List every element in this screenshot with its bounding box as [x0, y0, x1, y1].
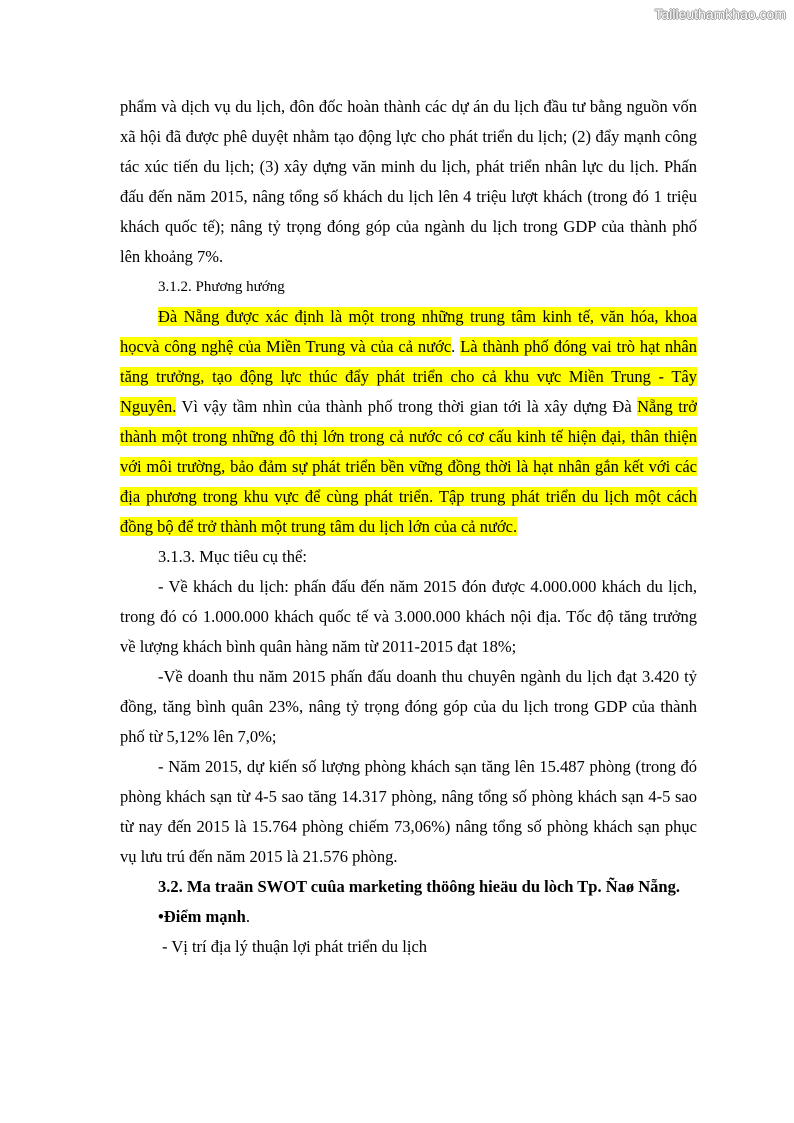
list-item-doanh-thu: -Về doanh thu năm 2015 phấn đấu doanh thu chuyên ngành du lịch đạt 3.420 tỷ đồng, tăng bình quân 23%, nâng tỷ trọng đóng góp của du lịch trong GDP của thành phố từ 5,12% lên 7,0%; [120, 667, 697, 746]
list-item-khach-du-lich: - Về khách du lịch: phấn đấu đến năm 2015 đón được 4.000.000 khách du lịch, trong đó có 1.000.000 khách quốc tế và 3.000.000 khách nội địa. Tốc độ tăng trưởng về lượng khách bình quân hàng năm từ 2011-2015 đạt 18%; [120, 577, 697, 656]
paragraph-intro: phẩm và dịch vụ du lịch, đôn đốc hoàn thành các dự án du lịch đầu tư bằng nguồn vốn xã hội đã được phê duyệt nhằm tạo động lực cho phát triển du lịch; (2) đẩy mạnh công tác xúc tiến du lịch; (3) xây dựng văn minh du lịch, phát triển nhân lực du lịch. Phấn đấu đến năm 2015, nâng tổng số khách du lịch lên 4 triệu lượt khách (trong đó 1 triệu khách quốc tế); nâng tỷ trọng đóng góp của ngành du lịch trong GDP của thành phố lên khoảng 7%. [120, 97, 697, 266]
watermark: Tailieuthamkhao.com [654, 6, 786, 22]
highlight-text-1: Đà Nẵng được xác định là một trong những trung tâm kinh tế, văn hóa, khoa họcvà công nghệ của Miền Trung và của cả nước [120, 307, 697, 356]
bullet-icon: • [158, 907, 164, 926]
paragraph-phuong-huong [120, 302, 697, 542]
plain-text-1: . [451, 337, 461, 356]
heading-muc-tieu: 3.1.3. Mục tiêu cụ thể: [158, 547, 307, 566]
highlight-text-3: Nẵng trở thành một trong những đô thị lớn trong cả nước có cơ cấu kinh tế hiện đại, thân thiện với môi trường, bảo đảm sự phát triển bền vững đồng thời là hạt nhân gắn kết với các địa phương trong khu vực để cùng phát triển. Tập trung phát triển du lịch một cách đồng bộ để trở thành một trung tâm du lịch lớn của cả nước. [120, 397, 698, 536]
list-item-vi-tri: - Vị trí địa lý thuận lợi phát triển du lịch [162, 937, 428, 956]
heading-phuong-huong: 3.1.2. Phương hướng [158, 279, 285, 295]
strength-title: Điểm mạnh [163, 907, 246, 926]
document-body [120, 92, 697, 962]
plain-text-2: Vì vậy tầm nhìn của thành phố trong thời gian tới là xây dựng Đà [176, 397, 638, 416]
heading-swot: 3.2. Ma traän SWOT cuûa marketing thöông hieäu du lòch Tp. Ñaø Nẵng. [158, 877, 680, 896]
highlight-text-2: Là thành phố đóng vai trò hạt nhân tăng trưởng, tạo động lực thúc đẩy phát triển cho cả khu vực Miền Trung - Tây Nguyên. [120, 337, 698, 416]
strength-period: . [245, 907, 250, 926]
heading-diem-manh [120, 902, 697, 932]
list-item-phong-khach-san: - Năm 2015, dự kiến số lượng phòng khách sạn tăng lên 15.487 phòng (trong đó phòng khách sạn từ 4-5 sao tăng 14.317 phòng, nâng tổng số phòng khách sạn 4-5 sao từ nay đến 2015 là 15.764 phòng chiếm 73,06%) nâng tổng số phòng khách sạn phục vụ lưu trú đến năm 2015 là 21.576 phòng. [120, 757, 697, 866]
